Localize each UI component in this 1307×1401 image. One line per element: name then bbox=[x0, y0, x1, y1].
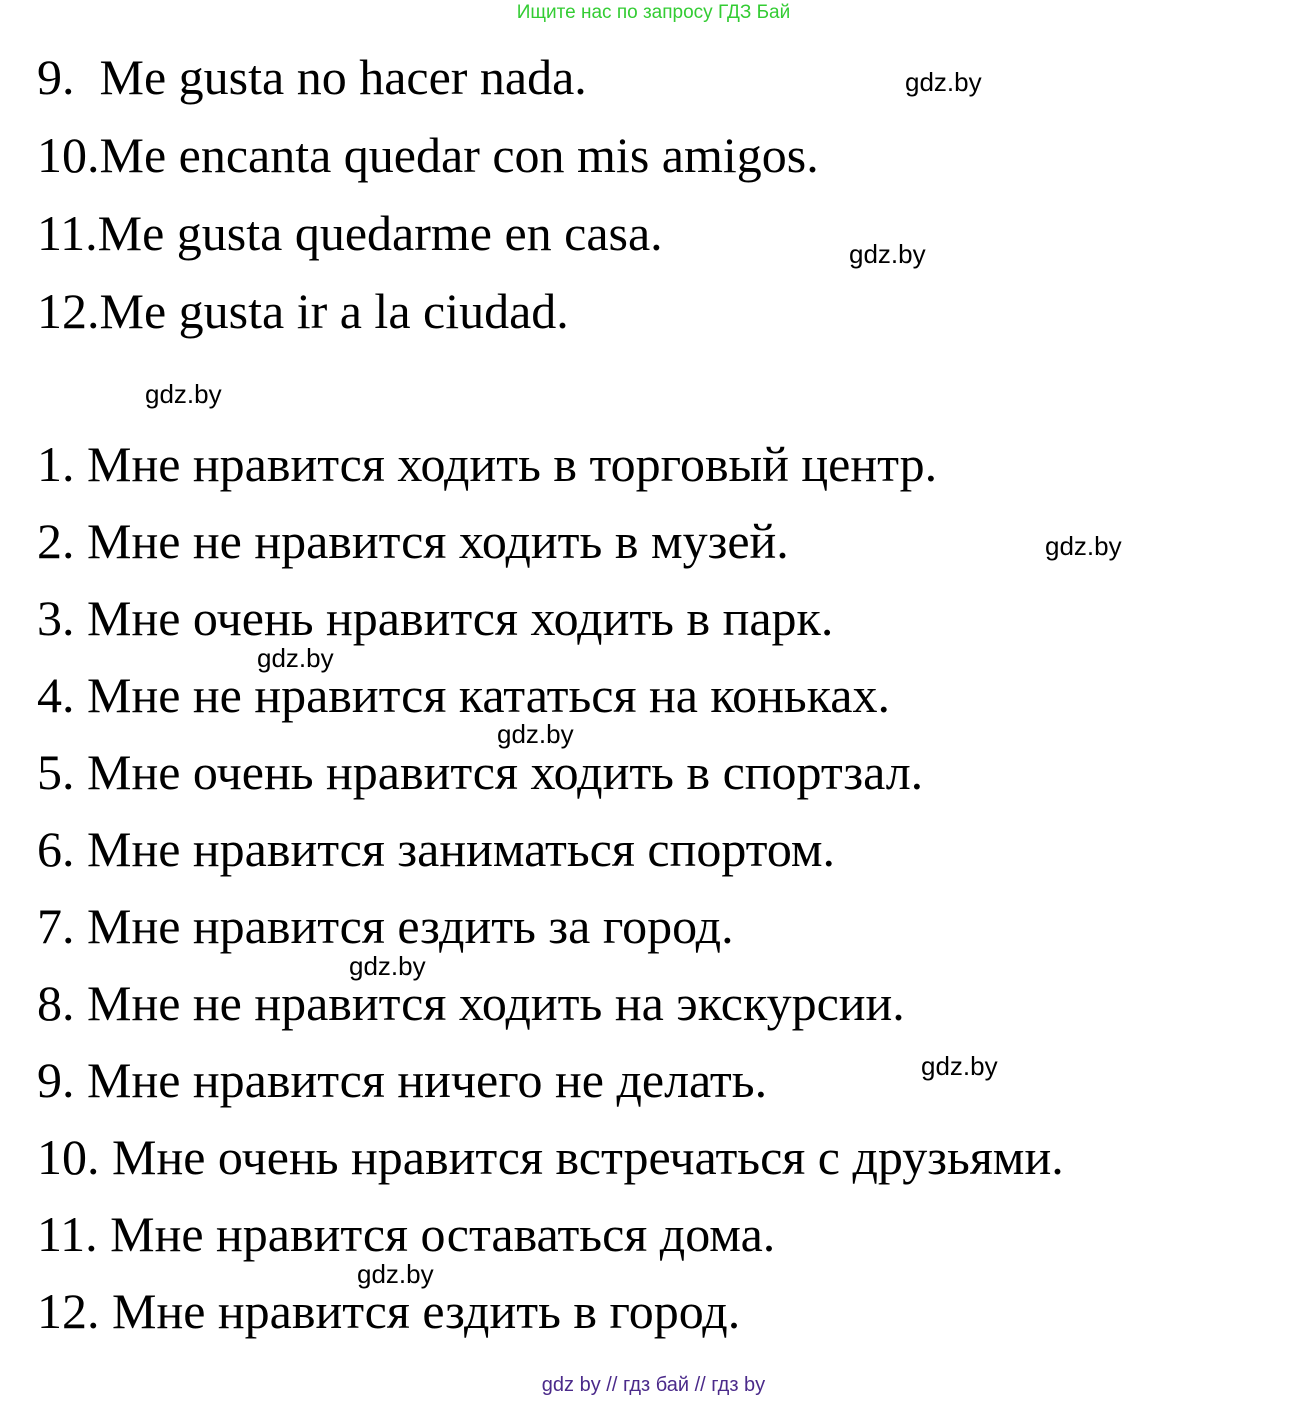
russian-line-6: 6. Мне нравится заниматься спортом. bbox=[37, 821, 836, 877]
spanish-line-12: 12.Me gusta ir a la ciudad. bbox=[37, 283, 569, 339]
russian-line-8: 8. Мне не нравится ходить на экскурсии. bbox=[37, 975, 905, 1031]
watermark: gdz.by bbox=[145, 379, 222, 409]
russian-line-9: 9. Мне нравится ничего не делать. bbox=[37, 1052, 768, 1108]
russian-line-1: 1. Мне нравится ходить в торговый центр. bbox=[37, 436, 938, 492]
watermark: gdz.by bbox=[257, 643, 334, 673]
watermark: gdz.by bbox=[905, 67, 982, 97]
watermark: gdz.by bbox=[849, 239, 926, 269]
russian-line-3: 3. Мне очень нравится ходить в парк. bbox=[37, 590, 834, 646]
watermark: gdz.by bbox=[497, 719, 574, 749]
russian-line-12: 12. Мне нравится ездить в город. bbox=[37, 1283, 741, 1339]
russian-line-10: 10. Мне очень нравится встречаться с друзьями. bbox=[37, 1129, 1064, 1185]
footer-links: gdz by // гдз бай // гдз by bbox=[541, 1374, 766, 1396]
spanish-line-11: 11.Me gusta quedarme en casa. bbox=[37, 205, 663, 261]
russian-line-2: 2. Мне не нравится ходить в музей. bbox=[37, 513, 789, 569]
watermark: gdz.by bbox=[921, 1051, 998, 1081]
watermark: gdz.by bbox=[357, 1259, 434, 1289]
russian-line-4: 4. Мне не нравится кататься на коньках. bbox=[37, 667, 890, 723]
watermark: gdz.by bbox=[1045, 531, 1122, 561]
russian-line-7: 7. Мне нравится ездить за город. bbox=[37, 898, 734, 954]
top-banner: Ищите нас по запросу ГДЗ Бай bbox=[516, 2, 791, 23]
russian-line-5: 5. Мне очень нравится ходить в спортзал. bbox=[37, 744, 924, 800]
russian-line-11: 11. Мне нравится оставаться дома. bbox=[37, 1206, 776, 1262]
spanish-line-9: 9. Me gusta no hacer nada. bbox=[37, 49, 587, 105]
watermark: gdz.by bbox=[349, 951, 426, 981]
spanish-line-10: 10.Me encanta quedar con mis amigos. bbox=[37, 127, 819, 183]
